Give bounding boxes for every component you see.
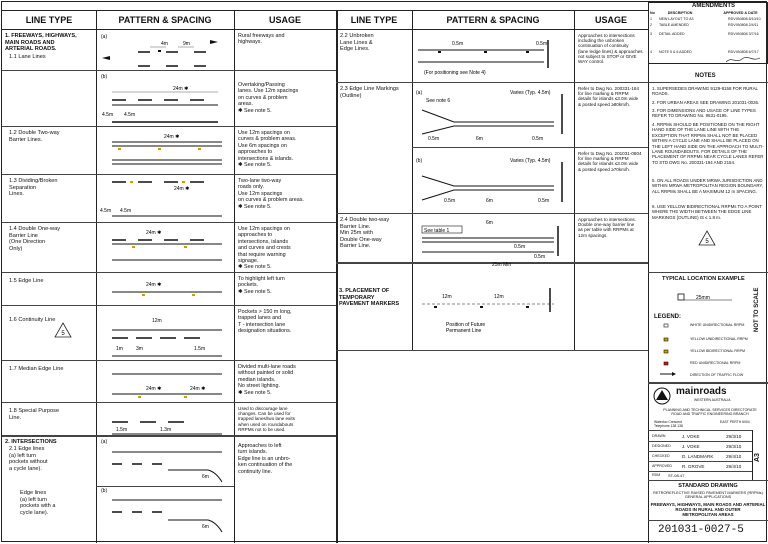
role-date: 29/3/10 [726, 434, 742, 439]
dim-12m: 12m [152, 318, 162, 324]
drawing-title-2: FREEWAYS, HIGHWAYS, MAIN ROADS AND ARTERIAL ROADS IN RURAL AND OUTER METROPOLITAN AREAS [650, 502, 766, 517]
legend-white: WHITE UNIDIRECTIONAL RRPM [690, 323, 745, 327]
amendment-row: 4 NOTE 5 & 6 ADDED RDVIII\0808 6/7/17 [650, 50, 759, 54]
address-2: EAST PERTH 6004 [720, 420, 750, 424]
usage-1-1b: Overtaking/Passing lanes. Use 12m spacings on curves & problem areas. ✱ See note 5. [238, 82, 299, 114]
address: Waterloo Crescent Telephone 138 138 [654, 420, 683, 428]
dim-6m: 6m [202, 524, 209, 530]
red-rrpm-icon [664, 362, 668, 365]
lane-line-pattern [102, 40, 218, 66]
section-3-title: 3. PLACEMENT OF TEMPORARY PAVEMENT MARKERS [339, 288, 400, 308]
dim-1-5m: 1.5m [116, 427, 128, 433]
usage-2-4: Approaches to intersections. Double one-way barrier line as per table with RRPMs at 12m spacings. [578, 217, 636, 238]
branch-name: PLANNING AND TECHNICAL SERVICES DIRECTORATE ROAD AND TRAFFIC ENGINEERING BRANCH [663, 408, 757, 417]
role-name: R. GROVE [682, 464, 705, 469]
note-2: 2. FOR URBAN AREAS SEE DRAWING 201031-0026. [652, 100, 760, 105]
row-divider [648, 82, 768, 83]
varies-dim: Varies (Typ. 4.5m) [510, 158, 551, 164]
yellow-bi-rrpm-icon [664, 350, 668, 353]
row-divider [648, 471, 752, 472]
legend-yellow-bi: YELLOW BIDIRECTIONAL RRPM [690, 349, 745, 353]
dim-0-5m: 0.5m [428, 136, 440, 142]
amendment-row: 3 DETAIL ADDED RDVIII\0808 3/7/16 [650, 32, 759, 36]
col-divider [234, 10, 235, 543]
note-4: 4. RRPMs SHOULD BE POSITIONED ON THE RIGHT HAND SIDE OF THE LANE LINE WITH THE EXCEPTION THAT RRPMs SHALL NOT BE PLACED WITHIN A CYCLE LANE AND SHALL BE PLACED ON THE LEFT HAND SIDE ON THE APPROACH TO MULTI-LANE ROUNDABOUTS. FOR DETAILS OF THE PLACEMENT OF RRPMs NEAR CYCLE LANES REFER TO STD DWG No. 200331-194 AND 2154. [652, 122, 764, 165]
usage-2-3b: Refer to Dwg No. 201031-0804 for line marking & RRPM details for islands ≤3.0m wide & posted speed ≥70km/h. [578, 151, 642, 172]
row-divider [648, 520, 768, 521]
sheet-size: A3 [754, 453, 761, 462]
dim-4m: 4m [161, 41, 168, 47]
label-double-two-way-barrier: 2.4 Double two-way Barrier Line. Min 25m with Double One-way Barrier Line. [340, 217, 390, 250]
legend-flow: DIRECTION OF TRAFFIC FLOW [690, 373, 744, 377]
label-median-edge: 1.7 Median Edge Line [9, 366, 64, 372]
dim-0-5m: 0.5m [452, 41, 464, 47]
future-line-label: Position of Future Permanent Line [446, 322, 486, 334]
label-edge-lines-a: 2.1 Edge lines (a) left turn pockets without a cycle lane). [9, 446, 48, 472]
role-label: APPROVED [652, 464, 672, 468]
dim-3m: 3m [136, 346, 143, 352]
role-label: DRAWN [652, 434, 666, 438]
dim-0-5m: 0.5m [538, 198, 550, 204]
usage-1-5: To highlight left turn pockets. ✱ See note 5. [238, 276, 285, 295]
usage-1-7: Divided multi-lane roads without painted or solid median islands. No street lighting. ✱ See note 5. [238, 364, 296, 396]
dim-1m: 1m [116, 346, 123, 352]
option-a: (a) [416, 90, 423, 96]
usage-1-2: Use 12m spacings on curves & problem areas. Use 6m spacings on approaches to intersections & islands. ✱ See note 5. [238, 130, 297, 169]
pattern-drawings-2 [414, 30, 572, 348]
col-divider [336, 10, 338, 543]
label-unbroken-lane-lines: 2.2 Unbroken Lane Lines & Edge Lines. [340, 33, 374, 53]
dim-6m: 6m [202, 474, 209, 480]
drawing-number: 201031-0027-5 [658, 524, 744, 536]
label-edge-line-markings: 2.3 Edge Line Markings (Outline) [340, 86, 399, 99]
amendments-title: AMENDMENTS [692, 3, 735, 9]
row-divider [648, 430, 752, 431]
header-usage: USAGE [234, 10, 336, 30]
dim-4-5m: 4.5m [100, 208, 112, 214]
legend-title: LEGEND: [654, 314, 681, 320]
dim-6m: 6m [486, 198, 493, 204]
row-divider [648, 480, 768, 481]
dim-9m: 9m [183, 41, 190, 47]
header-line-type: LINE TYPE [2, 10, 96, 30]
dim-24m: 24m ✱ [146, 282, 162, 288]
section-2-title: 2. INTERSECTIONS [5, 439, 57, 445]
role-date: 29/3/10 [726, 444, 742, 449]
note-6: 6. USE YELLOW BIDIRECTIONAL RRPMs TO A POINT WHERE THE WIDTH BETWEEN THE EDGE LINE MARKINGS (OUTLINE) IS ≤ 1.8 m. [652, 204, 762, 220]
label-double-two-way: 1.2 Double Two-way Barrier Lines. [9, 130, 60, 143]
not-to-scale: NOT TO SCALE [754, 287, 760, 332]
col-divider [412, 10, 413, 350]
option-b: (b) [101, 488, 108, 494]
legend-yellow: YELLOW UNIDIRECTIONAL RRPM [690, 337, 748, 341]
logo-text: mainroads [676, 386, 727, 397]
amendment-triangle-icon [698, 230, 716, 246]
label-special-purpose: 1.8 Special Purpose Line. [9, 408, 60, 421]
dim-0-5m: 0.5m [444, 198, 456, 204]
drawing-sheet [1, 1, 767, 542]
legend-red: RED UNIDIRECTIONAL RRPM [690, 361, 741, 365]
role-name: J. VOKE [682, 444, 700, 449]
col-divider [96, 10, 97, 543]
amendments-header-row: No DESCRIPTION APPROVED & DATE [650, 11, 758, 15]
dim-24m: 24m ✱ [173, 86, 189, 92]
row-divider [336, 350, 648, 351]
label-edge-line: 1.5 Edge Line [9, 278, 44, 284]
dim-1-5m: 1.5m [194, 346, 206, 352]
usage-1-4: Use 12m spacings on approaches to intersections, islands and curves and crests that require warning signage. ✱ See note 5. [238, 226, 291, 271]
dim-4-5m: 4.5m [102, 112, 114, 118]
row-divider [648, 382, 768, 384]
typical-example-diagram [662, 290, 742, 304]
role-name: D. LANDMARK [682, 454, 714, 459]
dim-24m: 24m ✱ [146, 230, 162, 236]
dim-12m: 12m [494, 294, 504, 300]
varies-dim: Varies (Typ. 4.5m) [510, 90, 551, 96]
usage-2-1: Approaches to left turn islands. Edge line is an unbro- ken continuation of the continuity line. [238, 443, 293, 475]
dim-24m: 24m ✱ [190, 386, 206, 392]
traffic-arrow-icon [210, 40, 218, 44]
drawing-title-1: RETROREFLECTIVE RAISED PAVEMENT MARKERS (RRPMs) GENERAL APPLICATIONS [653, 491, 763, 500]
role-label: RDM [652, 473, 661, 477]
dim-0-5m: 0.5m [536, 41, 548, 47]
dim-6m: 6m [476, 136, 483, 142]
option-b: (b) [416, 158, 423, 164]
dim-1-3m: 1.3m [160, 427, 172, 433]
signature [724, 56, 764, 64]
header-pattern: PATTERN & SPACING [96, 10, 234, 30]
badge-number: 5 [705, 239, 709, 245]
note-3: 3. FOR DIMENSIONS AND USAGE OF LINE TYPES REFER TO DRAWING No. 9531-0195. [652, 108, 756, 119]
dim-25m-min: 25m Min [492, 262, 512, 268]
amendment-row: 1 NEW LAYOUT TO A3 RDVIII\0808 8/10/10 [650, 17, 761, 21]
amendment-row: 2 TABLE AMENDED RDVIII\0808 2/4/11 [650, 23, 759, 27]
yellow-rrpm-icon [664, 338, 668, 341]
label-continuity-line: 1.6 Continuity Line [9, 317, 56, 323]
role-label: CHECKED [652, 454, 670, 458]
usage-1-1a: Rural freeways and highways. [238, 33, 285, 46]
notes-title: NOTES [695, 73, 716, 79]
see-table-1: See table 1 [424, 228, 450, 234]
typical-title: TYPICAL LOCATION EXAMPLE [662, 276, 745, 282]
usage-1-8: Used to discourage lane changes. Can be used for trapped lanes/two lane exits when used on roundabouts RRPMs not to be used. [238, 406, 295, 432]
header-usage-2: USAGE [574, 10, 648, 30]
amendment-triangle-icon [54, 322, 72, 338]
dim-4-5m: 4.5m [120, 208, 132, 214]
see-note-6: See note 6 [426, 98, 451, 104]
note-5: 5. ON ALL ROADS UNDER MRWA JURISDICTION AND WITHIN MRWA METROPOLITAN REGION BOUNDARY, ALL RRPMs SHALL BE A MAXIMUM 12 m SPACING. [652, 178, 763, 194]
badge-number: 5 [61, 331, 65, 337]
col-divider [574, 10, 575, 350]
mainroads-emblem-icon [652, 386, 672, 406]
dim-24m: 24m ✱ [174, 186, 190, 192]
role-date: 29/4/10 [726, 454, 742, 459]
rdm-number: ST-08-47 [668, 473, 685, 478]
label-dividing-broken: 1.3 Dividing/Broken Separation Lines. [9, 178, 58, 198]
label-double-one-way: 1.4 Double One-way Barrier Line (One Direction Only) [9, 226, 60, 252]
pattern-drawings [98, 30, 232, 535]
dim-6m: 6m [486, 220, 493, 226]
header-line-type-2: LINE TYPE [336, 10, 412, 30]
dim-4-5m: 4.5m [124, 112, 136, 118]
dim-0-5m: 0.5m [514, 244, 526, 250]
dim-0-5m: 0.5m [534, 254, 546, 260]
dim-0-5m: 0.5m [532, 136, 544, 142]
usage-1-6: Pockets > 150 m long, trapped lanes and T - intersection lane designation situations. [238, 309, 292, 335]
dim-24m: 24m ✱ [146, 386, 162, 392]
option-b: (b) [101, 74, 108, 80]
row-divider [648, 451, 752, 452]
label-lane-lines: 1.1 Lane Lines [9, 54, 46, 60]
white-rrpm-icon [664, 324, 668, 327]
role-label: DESIGNED [652, 444, 671, 448]
role-date: 29/4/10 [726, 464, 742, 469]
usage-2-2: Approaches to intersections including the unbroken continuation of continuity (lane ledge lines) & approaches not subject to STOP or GIVE WAY control. [578, 33, 643, 65]
header-pattern-2: PATTERN & SPACING [412, 10, 574, 30]
dim-24m: 24m ✱ [164, 134, 180, 140]
col-divider [752, 430, 753, 480]
section-1-title: 1. FREEWAYS, HIGHWAYS, MAIN ROADS AND ARTERIAL ROADS. [5, 33, 77, 53]
option-a: (a) [101, 34, 108, 40]
note-1: 1. SUPERSEDES DRAWING 9129-8158 FOR RURAL ROADS. [652, 86, 758, 97]
role-name: J. VOKE [682, 434, 700, 439]
positioning-note: (For positioning see Note 4) [424, 70, 486, 76]
row-divider [648, 441, 752, 442]
traffic-arrow-icon [102, 56, 110, 60]
typical-dim: 25mm [696, 295, 710, 301]
option-a: (a) [101, 439, 108, 445]
label-edge-lines-b: Edge lines (a) left turn pockets with a cycle lane). [20, 490, 56, 516]
usage-1-3: Two-lane two-way roads only. Use 12m spacings on curves & problem areas. ✱ See note 5. [238, 178, 304, 210]
dim-12m: 12m [442, 294, 452, 300]
logo-sub: WESTERN AUSTRALIA [694, 398, 731, 402]
row-divider [648, 272, 768, 273]
row-divider [648, 461, 752, 462]
standard-drawing-label: STANDARD DRAWING [678, 483, 738, 489]
usage-2-3a: Refer to Dwg No. 200331-184 for line marking & RRPM details for islands ≤3.0m wide & posted speed ≥80km/h. [578, 86, 640, 107]
